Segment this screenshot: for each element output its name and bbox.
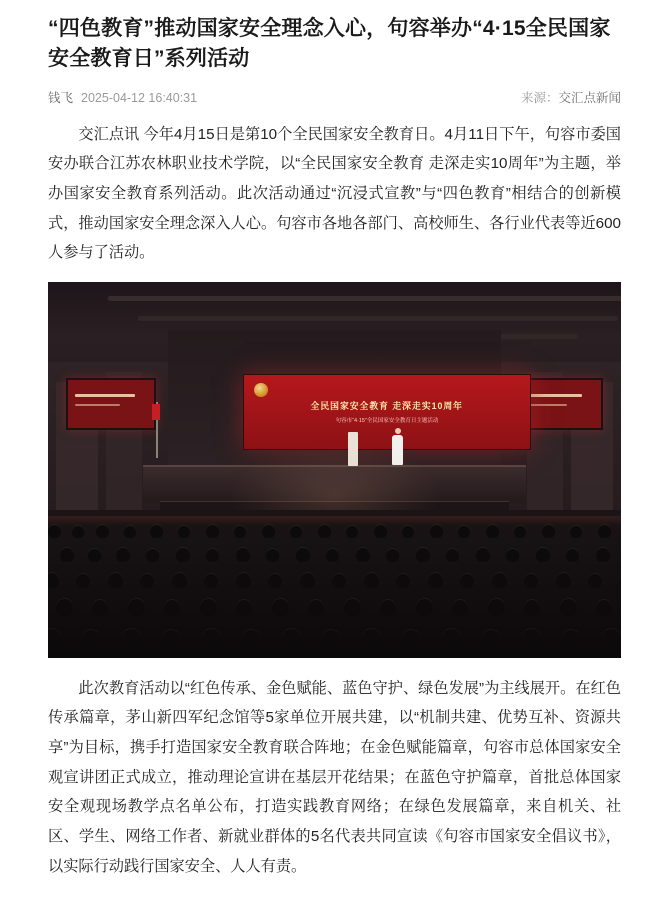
audience-row bbox=[48, 516, 621, 538]
main-stage-screen bbox=[243, 374, 531, 450]
publish-timestamp: 2025-04-12 16:40:31 bbox=[81, 90, 198, 105]
ceiling-light-bar bbox=[138, 316, 618, 321]
article-paragraph-1: 交汇点讯 今年4月15日是第10个全民国家安全教育日。4月11日下午，句容市委国安办联合江苏农林职业技术学院，以“全民国家安全教育 走深走实10周年”为主题，举办国家安全教育系列活动。此次活动通过“沉浸式宣教”与“四色教育”相结合的创新模式，推动国家安全理念深入人心。句容市各地各部门、高校师生、各行业代表等近600人参与了活动。 bbox=[48, 125, 621, 262]
screen-main-subtitle: 句容市“4·15”全民国家安全教育日主题活动 bbox=[335, 418, 439, 425]
stage-floor bbox=[143, 465, 526, 503]
audience-row bbox=[48, 540, 621, 562]
screen-main-title: 全民国家安全教育 走深走实10周年 bbox=[310, 401, 464, 412]
podium bbox=[348, 432, 358, 466]
audience-area bbox=[48, 510, 621, 658]
audience-row bbox=[48, 626, 621, 648]
source-name[interactable]: 交汇点新闻 bbox=[558, 90, 621, 105]
speaker-person bbox=[392, 428, 403, 466]
article-paragraph-2: 此次教育活动以“红色传承、金色赋能、蓝色守护、绿色发展”为主线展开。在红色传承篇章，茅山新四军纪念馆等5家单位开展共建，以“机制共建、优势互补、资源共享”为目标，携手打造国家安全教育联合阵地；在金色赋能篇章，句容市总体国家安全观宣讲团正式成立，推动理论宣讲在基层开花结果；在蓝色守护篇章，首批总体国家安全观现场教学点名单公布，打造实践教育网络；在绿色发展篇章，来自机关、社区、学生、网络工作者、新就业群体的5名代表共同宣读《句容市国家安全倡议书》，以实际行动践行国家安全、人人有责。 bbox=[48, 679, 621, 875]
auditorium-event-photo bbox=[48, 282, 621, 658]
side-screen-left bbox=[66, 378, 156, 430]
audience-row bbox=[48, 594, 621, 616]
page-title: “四色教育”推动国家安全理念入心，句容举办“4·15全民国家安全教育日”系列活动 bbox=[48, 17, 611, 70]
meta-left-group bbox=[48, 88, 197, 106]
source-label: 来源： bbox=[520, 90, 559, 105]
audience-row bbox=[48, 566, 621, 588]
author-name: 钱飞 bbox=[48, 90, 74, 105]
article-figure bbox=[48, 282, 621, 658]
ceiling-light-bar bbox=[108, 296, 621, 301]
national-emblem-icon bbox=[254, 383, 268, 397]
flag bbox=[152, 402, 161, 458]
source-group bbox=[521, 88, 621, 106]
article-meta bbox=[48, 88, 621, 106]
